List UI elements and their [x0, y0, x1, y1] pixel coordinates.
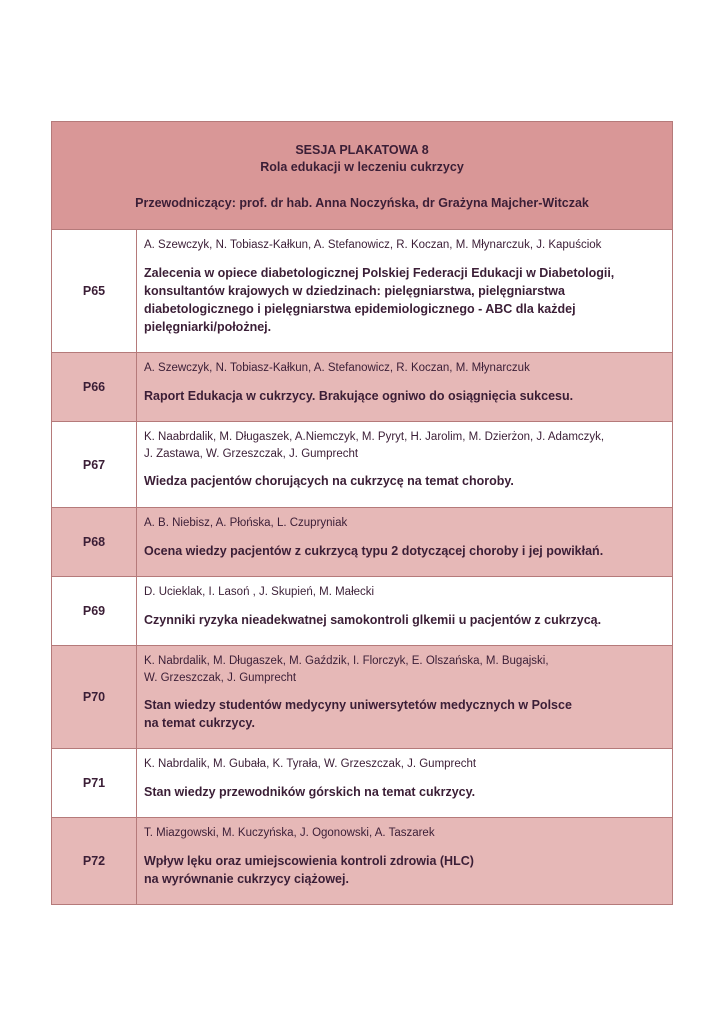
poster-content: [137, 646, 672, 748]
poster-row: [52, 353, 672, 422]
poster-code: P71: [52, 749, 137, 817]
poster-title: Stan wiedzy studentów medycyny uniwersytetów medycznych w Polsce na temat cukrzycy.: [144, 698, 572, 730]
poster-code: P66: [52, 353, 137, 421]
poster-row: [52, 749, 672, 818]
poster-code: P70: [52, 646, 137, 748]
poster-authors: A. Szewczyk, N. Tobiasz-Kałkun, A. Stefanowicz, R. Koczan, M. Młynarczuk: [144, 362, 530, 374]
poster-content: [137, 508, 672, 576]
poster-code: P67: [52, 422, 137, 507]
poster-title: Zalecenia w opiece diabetologicznej Polskiej Federacji Edukacji w Diabetologii, konsultantów krajowych w dziedzinach: pielęgniarstwa, pielęgniarstwa diabetologicznego i pielęgniarstwa epidemiologicznego - ABC dla każdej pielęgniarki/położnej.: [144, 265, 615, 334]
poster-row: [52, 422, 672, 508]
session-chairs: Przewodniczący: prof. dr hab. Anna Noczyńska, dr Grażyna Majcher-Witczak: [135, 196, 589, 210]
poster-title: Raport Edukacja w cukrzycy. Brakujące ogniwo do osiągnięcia sukcesu.: [144, 388, 574, 403]
poster-authors: K. Nabrdalik, M. Gubała, K. Tyrała, W. Grzeszczak, J. Gumprecht: [144, 758, 477, 770]
poster-row: [52, 508, 672, 577]
poster-content: [137, 353, 672, 421]
poster-authors: A. Szewczyk, N. Tobiasz-Kałkun, A. Stefanowicz, R. Koczan, M. Młynarczuk, J. Kapuściok: [144, 239, 602, 251]
poster-code: P72: [52, 818, 137, 904]
poster-title: Stan wiedzy przewodników górskich na temat cukrzycy.: [144, 784, 476, 799]
poster-title: Wiedza pacjentów chorujących na cukrzycę na temat choroby.: [144, 474, 514, 488]
poster-authors: A. B. Niebisz, A. Płońska, L. Czupryniak: [144, 517, 348, 529]
poster-title: Czynniki ryzyka nieadekwatnej samokontroli glkemii u pacjentów z cukrzycą.: [144, 612, 602, 627]
poster-authors: K. Nabrdalik, M. Długaszek, M. Gaździk, I. Florczyk, E. Olszańska, M. Bugajski, W. Grzeszczak, J. Gumprecht: [144, 655, 549, 684]
poster-row: [52, 646, 672, 749]
poster-authors: T. Miazgowski, M. Kuczyńska, J. Ogonowski, A. Taszarek: [144, 827, 435, 839]
poster-authors: K. Naabrdalik, M. Długaszek, A.Niemczyk, M. Pyryt, H. Jarolim, M. Dzierżon, J. Adamczyk, J. Zastawa, W. Grzeszczak, J. Gumprecht: [144, 431, 605, 460]
session-header: [52, 122, 672, 230]
poster-code: P69: [52, 577, 137, 645]
poster-content: [137, 577, 672, 645]
poster-authors: D. Ucieklak, I. Lasoń , J. Skupień, M. Małecki: [144, 586, 375, 598]
poster-content: [137, 749, 672, 817]
poster-title: Wpływ lęku oraz umiejscowienia kontroli zdrowia (HLC) na wyrównanie cukrzycy ciążowej.: [144, 853, 474, 886]
poster-row: [52, 818, 672, 904]
session-title: SESJA PLAKATOWA 8: [295, 143, 429, 157]
poster-code: P65: [52, 230, 137, 352]
session-subtitle: Rola edukacji w leczeniu cukrzycy: [260, 160, 464, 174]
poster-content: [137, 230, 672, 352]
poster-row: [52, 230, 672, 353]
poster-code: P68: [52, 508, 137, 576]
poster-content: [137, 422, 672, 507]
poster-session-table: [51, 121, 673, 905]
poster-row: [52, 577, 672, 646]
poster-content: [137, 818, 672, 904]
poster-title: Ocena wiedzy pacjentów z cukrzycą typu 2 dotyczącej choroby i jej powikłań.: [144, 543, 604, 558]
